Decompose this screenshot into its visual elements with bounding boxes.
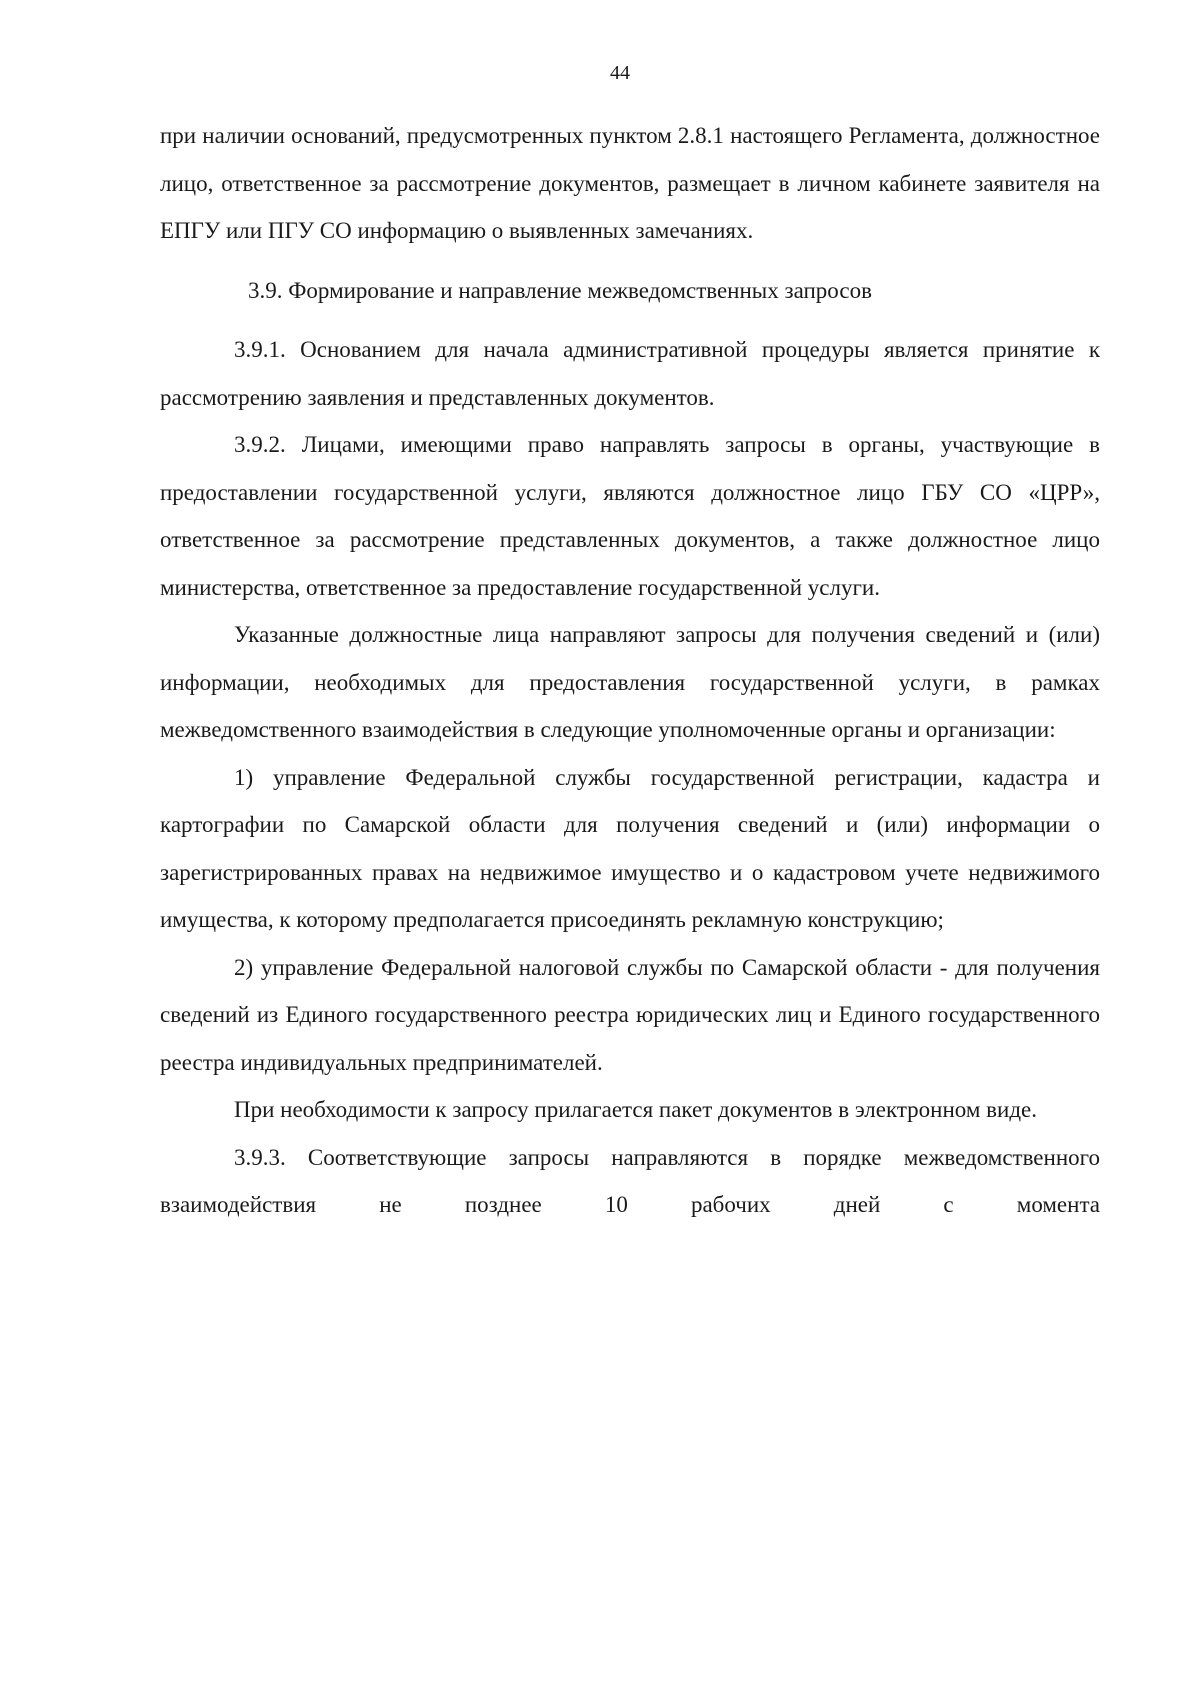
paragraph-grounds-remarks: при наличии оснований, предусмотренных пунктом 2.8.1 настоящего Регламента, должностное лицо, ответственное за рассмотрение документов, размещает в личном кабинете заявителя на ЕПГУ или ПГУ СО информацию о выявленных замечаниях.: [160, 123, 1100, 243]
paragraph-3-9-1: 3.9.1. Основанием для начала административной процедуры является принятие к рассмотрению заявления и представленных документов.: [160, 337, 1100, 410]
paragraph-3-9-2: 3.9.2. Лицами, имеющими право направлять запросы в органы, участвующие в предоставлении государственной услуги, являются должностное лицо ГБУ СО «ЦРР», ответственное за рассмотрение представленных документов, а также должностное лицо министерства, ответственное за предоставление государственной услуги.: [160, 432, 1100, 600]
list-item-tax-service: 2) управление Федеральной налоговой службы по Самарской области - для получения сведений из Единого государственного реестра юридических лиц и Единого государственного реестра индивидуальных предпринимателей.: [160, 954, 1100, 1075]
paragraph-electronic-package: При необходимости к запросу прилагается пакет документов в электронном виде.: [234, 1097, 1037, 1122]
document-body: [160, 112, 1100, 1229]
list-item-rosreestr: 1) управление Федеральной службы государственной регистрации, кадастра и картографии по Самарской области для получения сведений и (или) информации о зарегистрированных правах на недвижимое имущество и о кадастровом учете недвижимого имущества, к которому предполагается присоединять рекламную конструкцию;: [160, 764, 1100, 932]
paragraph-3-9-3: 3.9.3. Соответствующие запросы направляются в порядке межведомственного взаимодействия не позднее 10 рабочих дней с момента: [160, 1144, 1100, 1217]
section-heading-3-9: 3.9. Формирование и направление межведомственных запросов: [248, 277, 872, 303]
paragraph-officials-requests: Указанные должностные лица направляют запросы для получения сведений и (или) информации, необходимых для предоставления государственной услуги, в рамках межведомственного взаимодействия в следующие уполномоченные органы и организации:: [160, 622, 1100, 742]
page-number: 44: [610, 62, 630, 84]
